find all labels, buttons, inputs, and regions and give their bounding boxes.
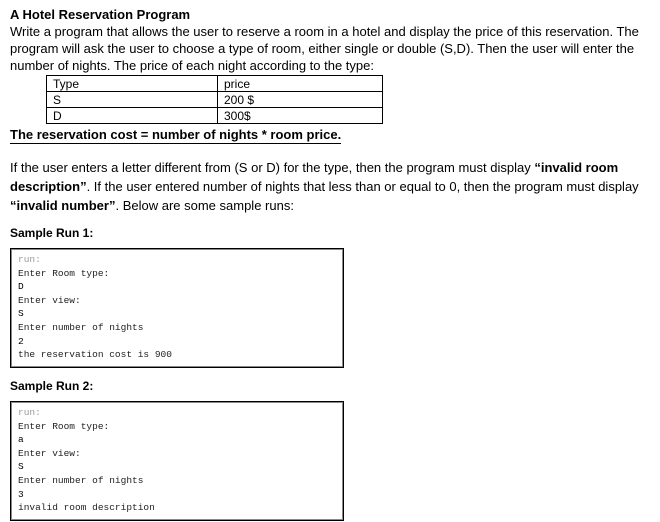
condition-text: . Below are some sample runs: <box>115 198 294 213</box>
console-line: a <box>18 434 24 446</box>
console-line: the reservation cost is 900 <box>18 349 172 361</box>
sample-run-2-console <box>10 401 344 521</box>
console-line: Enter Room type: <box>18 420 110 432</box>
console-line: Enter view: <box>18 447 81 459</box>
price-table-cell-type: D <box>47 108 218 124</box>
console-line: 2 <box>18 335 24 347</box>
console-line: run: <box>18 407 41 418</box>
price-table-row <box>47 108 383 124</box>
console-line: S <box>18 461 24 473</box>
console-line: 3 <box>18 488 24 500</box>
console-line: run: <box>18 254 41 265</box>
console-line: Enter number of nights <box>18 474 144 486</box>
document-title: A Hotel Reservation Program <box>10 7 191 22</box>
price-table <box>46 75 383 124</box>
console-line: S <box>18 308 24 320</box>
invalid-number-message: “invalid number” <box>10 198 116 213</box>
price-table-cell-price: 300$ <box>218 108 383 124</box>
price-table-cell-type: S <box>47 92 218 108</box>
console-line: Enter view: <box>18 294 81 306</box>
cost-formula: The reservation cost = number of nights * room price. <box>10 127 342 142</box>
price-table-row <box>47 92 383 108</box>
sample-run-1-heading: Sample Run 1: <box>10 226 94 240</box>
invalid-room-message: “invalid room description” <box>10 160 619 194</box>
condition-text: If the user enters a letter different from (S or D) for the type, then the program must display <box>10 160 535 175</box>
intro-paragraph: Write a program that allows the user to reserve a room in a hotel and display the price of this reservation. The program will ask the user to choose a type of room, either single or double (S,D). Then the user will enter the number of nights. The price of each night according to the type: <box>10 24 639 73</box>
console-line: Enter number of nights <box>18 321 144 333</box>
sample-run-1-console <box>10 248 344 368</box>
console-line: invalid room description <box>18 502 155 514</box>
console-line: D <box>18 281 24 293</box>
condition-text: . If the user entered number of nights that less than or equal to 0, then the program must display <box>86 179 639 194</box>
price-table-cell-price: 200 $ <box>218 92 383 108</box>
console-line: Enter Room type: <box>18 267 110 279</box>
price-table-header-price: price <box>218 76 383 92</box>
condition-paragraph <box>10 158 650 215</box>
price-table-header-row <box>47 76 383 92</box>
assignment-document <box>10 6 650 215</box>
price-table-header-type: Type <box>47 76 218 92</box>
sample-run-2-heading: Sample Run 2: <box>10 379 94 393</box>
